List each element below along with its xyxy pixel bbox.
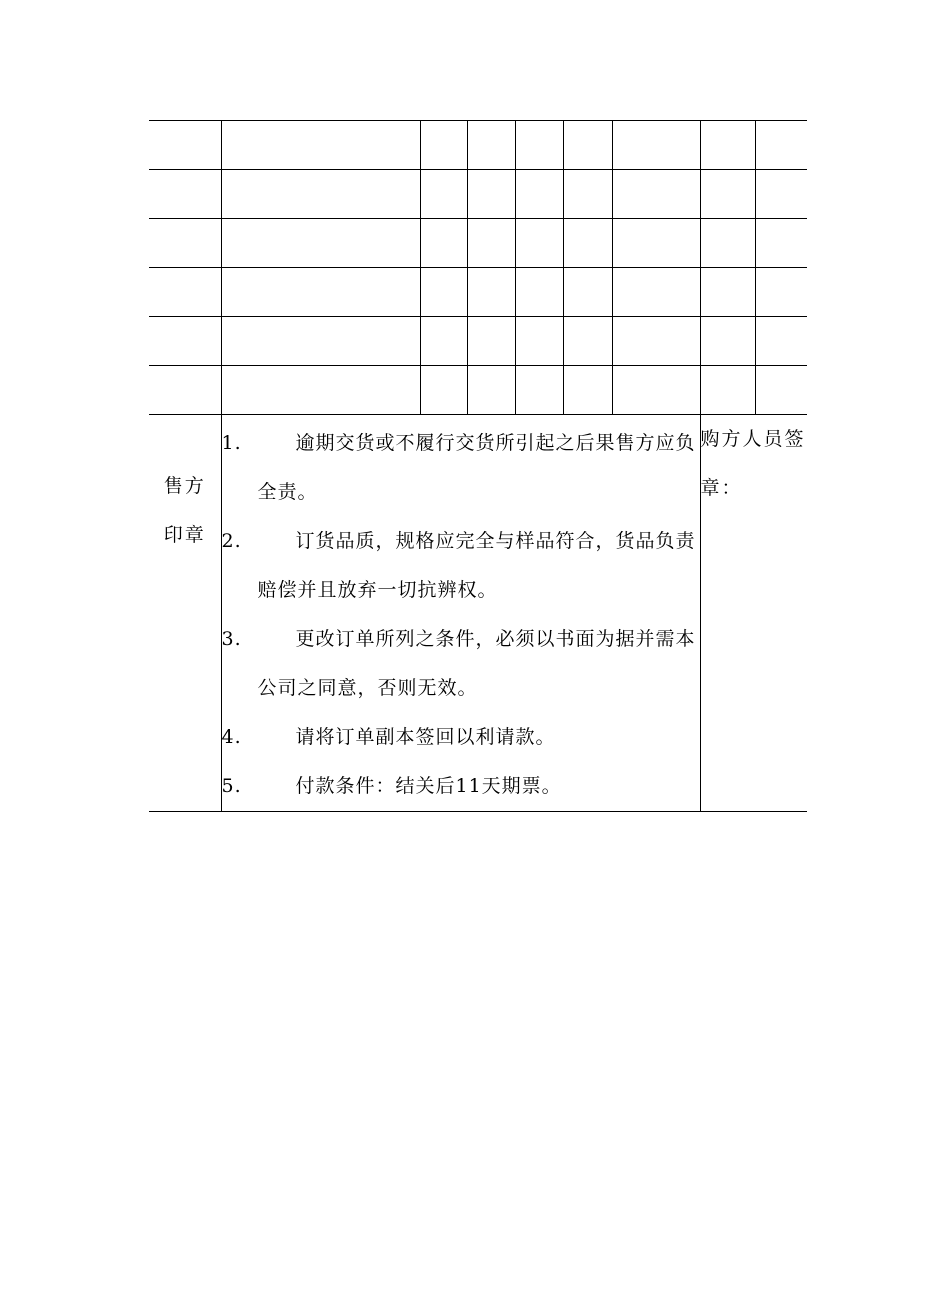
blank-cell (467, 317, 515, 366)
terms-cell (221, 415, 700, 812)
blank-cell (612, 170, 700, 219)
blank-cell (420, 268, 467, 317)
blank-cell (221, 317, 420, 366)
blank-cell (420, 170, 467, 219)
blank-cell (467, 268, 515, 317)
blank-cell (700, 121, 755, 170)
blank-cell (420, 121, 467, 170)
blank-cell (755, 121, 807, 170)
term-item (222, 762, 700, 811)
term-number: 1. (221, 432, 242, 454)
blank-cell (515, 268, 563, 317)
blank-cell (612, 268, 700, 317)
blank-cell (149, 219, 221, 268)
term-item (222, 419, 700, 517)
blank-cell (149, 268, 221, 317)
buyer-sign-label: 购方人员签章： (700, 428, 806, 499)
terms-list (222, 419, 700, 811)
blank-cell (755, 366, 807, 415)
blank-cell (755, 317, 807, 366)
blank-cell (515, 317, 563, 366)
blank-cell (612, 121, 700, 170)
blank-cell (700, 268, 755, 317)
blank-cell (563, 219, 612, 268)
order-form-table (149, 120, 807, 812)
blank-cell (420, 219, 467, 268)
blank-row (149, 366, 807, 415)
buyer-sign-cell (700, 415, 807, 812)
term-number: 3. (221, 628, 242, 650)
blank-cell (515, 170, 563, 219)
term-number: 5. (221, 775, 242, 797)
blank-cell (221, 366, 420, 415)
term-text: 付款条件：结关后11天期票。 (295, 775, 562, 797)
blank-cell (612, 219, 700, 268)
blank-cell (755, 170, 807, 219)
blank-cell (420, 366, 467, 415)
term-text: 更改订单所列之条件，必须以书面为据并需本公司之同意，否则无效。 (257, 628, 696, 699)
blank-row (149, 268, 807, 317)
blank-row (149, 170, 807, 219)
blank-cell (755, 268, 807, 317)
blank-cell (563, 366, 612, 415)
term-text: 请将订单副本签回以利请款。 (295, 726, 556, 748)
blank-cell (563, 317, 612, 366)
seller-seal-cell (149, 415, 221, 812)
term-item (222, 615, 700, 713)
term-number: 2. (221, 530, 242, 552)
blank-cell (612, 366, 700, 415)
blank-cell (221, 121, 420, 170)
blank-cell (467, 170, 515, 219)
blank-cell (515, 121, 563, 170)
blank-cell (221, 268, 420, 317)
blank-cell (149, 317, 221, 366)
blank-cell (515, 219, 563, 268)
blank-cell (700, 366, 755, 415)
terms-row (149, 415, 807, 812)
blank-row (149, 121, 807, 170)
blank-cell (563, 268, 612, 317)
blank-cell (563, 170, 612, 219)
term-item (222, 713, 700, 762)
blank-cell (420, 317, 467, 366)
blank-cell (755, 219, 807, 268)
blank-cell (700, 170, 755, 219)
blank-cell (700, 219, 755, 268)
term-text: 逾期交货或不履行交货所引起之后果售方应负全责。 (257, 432, 696, 503)
blank-cell (149, 366, 221, 415)
blank-cell (612, 317, 700, 366)
blank-cell (149, 121, 221, 170)
term-text: 订货品质，规格应完全与样品符合，货品负责赔偿并且放弃一切抗辨权。 (257, 530, 696, 601)
term-number: 4. (221, 726, 242, 748)
blank-cell (700, 317, 755, 366)
seller-seal-label: 售方印章 (163, 475, 206, 546)
blank-cell (221, 170, 420, 219)
blank-cell (563, 121, 612, 170)
term-item (222, 517, 700, 615)
blank-cell (221, 219, 420, 268)
blank-cell (467, 219, 515, 268)
blank-cell (467, 121, 515, 170)
blank-row-group (149, 121, 807, 415)
blank-cell (149, 170, 221, 219)
blank-cell (515, 366, 563, 415)
blank-row (149, 317, 807, 366)
blank-cell (467, 366, 515, 415)
blank-row (149, 219, 807, 268)
